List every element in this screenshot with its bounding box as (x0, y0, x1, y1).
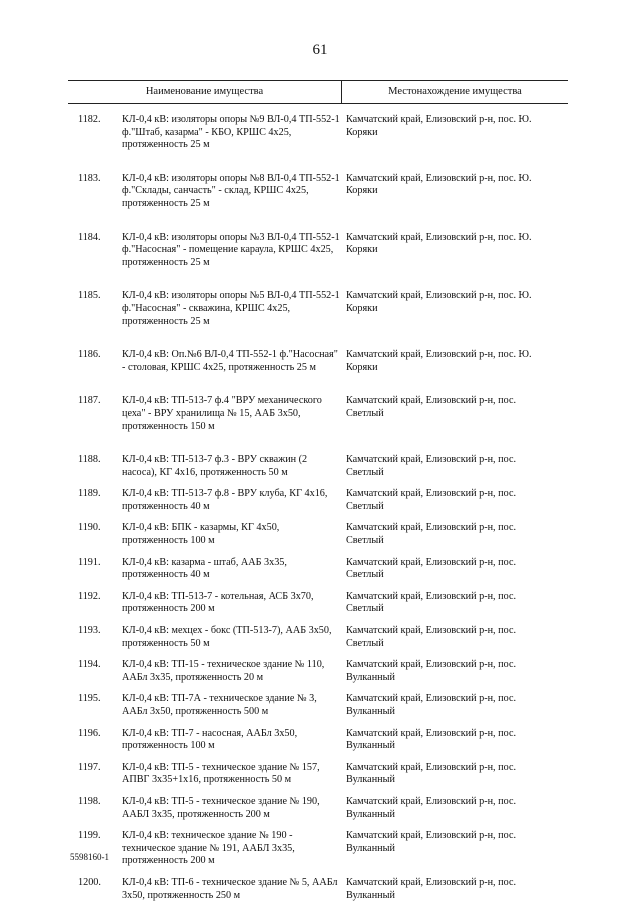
property-name: КЛ-0,4 кВ: изоляторы опоры №3 ВЛ-0,4 ТП-552-1 ф."Насосная" - помещение караула, КРШС 4х25, протяженность 25 м (122, 231, 340, 268)
property-location: Камчатский край, Елизовский р-н, пос. Вулканный (346, 727, 517, 752)
row-number: 1185. (78, 290, 101, 302)
row-number: 1193. (78, 625, 101, 637)
table-row (0, 488, 640, 513)
row-number: 1192. (78, 590, 101, 602)
property-name: КЛ-0,4 кВ: ТП-6 - техническое здание № 5, ААБл 3х50, протяженность 250 м (122, 876, 338, 901)
column-header-location: Местонахождение имущества (388, 86, 522, 97)
property-location: Камчатский край, Елизовский р-н, пос. Светлый (346, 625, 517, 649)
row-number: 1195. (78, 693, 101, 705)
table-row (0, 693, 640, 718)
table-row (0, 114, 640, 152)
property-location: Камчатский край, Елизовский р-н, пос. Вулканный (346, 761, 517, 786)
property-location: Камчатский край, Елизовский р-н, пос. Вулканный (346, 830, 517, 854)
row-number: 1199. (78, 830, 101, 842)
property-location: Камчатский край, Елизовский р-н, пос. Светлый (346, 488, 517, 512)
property-name: КЛ-0,4 кВ: мехцех - бокс (ТП-513-7), ААБ 3х50, протяженность 50 м (122, 625, 332, 649)
property-location: Камчатский край, Елизовский р-н, пос. Вулканный (346, 795, 517, 820)
table-row (0, 522, 640, 547)
property-location: Камчатский край, Елизовский р-н, пос. Вулканный (346, 876, 517, 901)
property-location: Камчатский край, Елизовский р-н, пос. Ю. Коряки (346, 290, 532, 314)
property-name: КЛ-0,4 кВ: БПК - казармы, КГ 4х50, протяженность 100 м (122, 522, 280, 547)
row-number: 1188. (78, 454, 101, 466)
property-name: КЛ-0,4 кВ: ТП-7 - насосная, ААБл 3х50, протяженность 100 м (122, 727, 298, 752)
property-name: КЛ-0,4 кВ: ТП-5 - техническое здание № 157, АПВГ 3х35+1х16, протяженность 50 м (122, 761, 320, 786)
column-header-name: Наименование имущества (145, 86, 264, 97)
table-row (0, 877, 640, 902)
table-row (0, 830, 640, 868)
table-row (0, 762, 640, 787)
property-location: Камчатский край, Елизовский р-н, пос. Вулканный (346, 693, 517, 717)
table-row (0, 349, 640, 374)
property-name: КЛ-0,4 кВ: Оп.№6 ВЛ-0,4 ТП-552-1 ф."Насосная" - столовая, КРШС 4х25, протяженность 25 м (122, 349, 338, 373)
property-name: КЛ-0,4 кВ: изоляторы опоры №8 ВЛ-0,4 ТП-552-1 ф."Склады, санчасть" - склад, КРШС 4х25, протяженность 25 м (122, 172, 340, 209)
row-number: 1186. (78, 349, 101, 361)
property-location: Камчатский край, Елизовский р-н, пос. Ю. Коряки (346, 114, 532, 138)
property-name: КЛ-0,4 кВ: ТП-15 - техническое здание № 110, ААБл 3х35, протяженность 20 м (122, 659, 325, 683)
table-row (0, 290, 640, 328)
property-name: КЛ-0,4 кВ: ТП-513-7 - котельная, АСБ 3х70, протяженность 200 м (122, 590, 314, 615)
property-location: Камчатский край, Елизовский р-н, пос. Вулканный (346, 659, 517, 683)
table-row (0, 625, 640, 650)
page-number: 61 (312, 42, 328, 58)
property-name: КЛ-0,4 кВ: техническое здание № 190 - техническое здание № 191, ААБЛ 3х35, протяженность 200 м (122, 830, 295, 867)
row-number: 1196. (78, 727, 101, 739)
property-table-body (0, 114, 640, 911)
table-row (0, 173, 640, 211)
document-code: 5598160-1 (70, 852, 109, 862)
table-row (0, 395, 640, 433)
property-location: Камчатский край, Елизовский р-н, пос. Светлый (346, 454, 517, 478)
property-location: Камчатский край, Елизовский р-н, пос. Светлый (346, 590, 517, 615)
row-number: 1183. (78, 172, 101, 184)
row-number: 1182. (78, 114, 101, 125)
property-name: КЛ-0,4 кВ: ТП-7А - техническое здание № 3, ААБл 3х50, протяженность 500 м (122, 693, 317, 717)
table-row (0, 796, 640, 821)
row-number: 1190. (78, 522, 101, 534)
table-row (0, 591, 640, 616)
property-name: КЛ-0,4 кВ: изоляторы опоры №9 ВЛ-0,4 ТП-552-1 ф."Штаб, казарма" - КБО, КРШС 4х25, протяженность 25 м (122, 114, 340, 151)
row-number: 1198. (78, 795, 101, 807)
row-number: 1200. (78, 876, 101, 888)
table-header (68, 80, 568, 104)
row-number: 1197. (78, 761, 101, 773)
table-row (0, 232, 640, 270)
property-name: КЛ-0,4 кВ: ТП-513-7 ф.8 - ВРУ клуба, КГ 4х16, протяженность 40 м (122, 488, 328, 512)
property-location: Камчатский край, Елизовский р-н, пос. Светлый (346, 395, 517, 419)
row-number: 1184. (78, 231, 101, 243)
property-name: КЛ-0,4 кВ: ТП-513-7 ф.4 "ВРУ механического цеха" - ВРУ хранилища № 15, ААБ 3х50, протяженность 150 м (122, 395, 322, 432)
row-number: 1189. (78, 488, 101, 500)
property-location: Камчатский край, Елизовский р-н, пос. Светлый (346, 556, 517, 581)
property-location: Камчатский край, Елизовский р-н, пос. Светлый (346, 522, 517, 547)
row-number: 1194. (78, 659, 101, 671)
property-location: Камчатский край, Елизовский р-н, пос. Ю. Коряки (346, 231, 532, 256)
table-row (0, 728, 640, 753)
property-name: КЛ-0,4 кВ: ТП-513-7 ф.3 - ВРУ скважин (2 насоса), КГ 4х16, протяженность 50 м (122, 454, 308, 478)
table-row (0, 659, 640, 684)
property-location: Камчатский край, Елизовский р-н, пос. Ю. Коряки (346, 349, 532, 373)
row-number: 1187. (78, 395, 101, 407)
property-name: КЛ-0,4 кВ: изоляторы опоры №5 ВЛ-0,4 ТП-552-1 ф."Насосная" - скважина, КРШС 4х25, протяженность 25 м (122, 290, 340, 327)
property-name: КЛ-0,4 кВ: ТП-5 - техническое здание № 190, ААБЛ 3х35, протяженность 200 м (122, 795, 320, 820)
property-name: КЛ-0,4 кВ: казарма - штаб, ААБ 3х35, протяженность 40 м (122, 556, 287, 581)
row-number: 1191. (78, 556, 101, 568)
property-location: Камчатский край, Елизовский р-н, пос. Ю. Коряки (346, 172, 532, 197)
table-row (0, 557, 640, 582)
table-row (0, 454, 640, 479)
